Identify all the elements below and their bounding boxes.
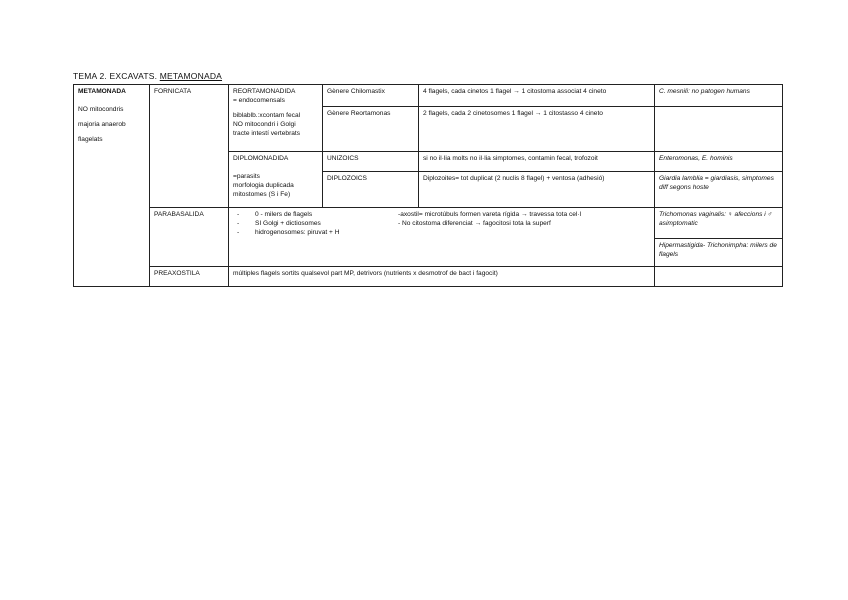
unizoics-note-cell	[655, 152, 783, 172]
diplozoics-note: Giardia lamblia = giardiasis, simptomes diff segons hoste	[659, 175, 774, 191]
metamonada-line: NO mitocondris	[78, 105, 124, 113]
retortamonadida-line: biblablb.:xcontam fecal	[233, 111, 301, 119]
parabasalida-features	[233, 211, 650, 245]
chilomastix-desc: 4 flagels, cada cinetos 1 flagel → 1 citostoma associat 4 cineto	[423, 88, 607, 95]
diplozoics-desc: Diplozoites= tot duplicat (2 nuclis 8 flagel) + ventosa (adhesió)	[423, 175, 605, 182]
metamonada-name: METAMONADA	[78, 88, 126, 95]
table-row	[74, 267, 783, 287]
list-item: - SI Golgi + dictiosomes	[237, 219, 321, 227]
unizoics-desc-cell	[419, 152, 655, 172]
diplozoics: DIPLOZOICS	[327, 175, 367, 182]
title-underlined: METAMONADA	[159, 71, 223, 81]
retortamonas-note-cell	[655, 107, 783, 152]
list-item: -axostil= microtúbuls formen vareta rígida → travessa tota cel·l	[398, 211, 582, 218]
document-title	[73, 71, 222, 81]
diplomonadida-line: morfologia duplicada	[233, 181, 294, 189]
list-item: - hidrogenosomes: piruvat + H	[237, 228, 340, 236]
metamonada-cell	[74, 85, 150, 287]
retortamonadida-line: = endocomensals	[233, 96, 285, 104]
parabasalida-right-list	[398, 211, 581, 229]
unizoics-desc: si no il·lia molts no il·lia simptomes, contamin fecal, trofozoit	[423, 155, 598, 162]
unizoics: UNIZOICS	[327, 155, 359, 162]
hipermastigida-note: Hipermastigida- Trichonimpha: milers de flagels	[659, 242, 777, 258]
diplomonadida-line: mitostomes (S i Fe)	[233, 190, 291, 198]
list-item: - No citostoma diferenciat → fagocitosi tota la superf	[398, 219, 551, 227]
parabasalida-left-list	[237, 211, 340, 238]
unizoics-cell	[323, 152, 419, 172]
preaxostila-desc-cell	[229, 267, 655, 287]
fornicata-cell	[150, 85, 229, 208]
list-item: - 0 - milers de flagels	[237, 211, 313, 218]
diplomonadida-name: DIPLOMONADIDA	[233, 155, 289, 162]
metamonada-line: majoria anaerob	[78, 120, 126, 128]
diplozoics-desc-cell	[419, 172, 655, 208]
preaxostila-desc: múltiples flagels sortits qualsevol part MP, detrivors (nutrients x desmotrof de bact i fagocit)	[233, 270, 498, 277]
diplozoics-note-cell	[655, 172, 783, 208]
preaxostila-cell	[150, 267, 229, 287]
retortamonas-desc-cell	[419, 107, 655, 152]
table-row	[74, 208, 783, 239]
list-item-text: SI Golgi + dictiosomes	[255, 219, 321, 227]
list-item-text: 0 - milers de flagels	[255, 211, 313, 218]
parabasalida-cell	[150, 208, 229, 267]
unizoics-note: Enteromonas, E. hominis	[659, 155, 733, 162]
genere-chilomastix-cell	[323, 85, 419, 107]
classification-table	[73, 84, 783, 287]
fornicata-name: FORNICATA	[154, 88, 192, 95]
retortamonadida-cell	[229, 85, 323, 152]
retortamonadida-line: NO mitocondri i Golgi	[233, 120, 296, 128]
genere-retortamonas: Gènere Reortamonas	[327, 110, 391, 117]
chilomastix-desc-cell	[419, 85, 655, 107]
parabasalida-desc-cell	[229, 208, 655, 267]
hipermastigida-note-cell	[655, 239, 783, 267]
diplozoics-cell	[323, 172, 419, 208]
diplomonadida-line: =parasits	[233, 172, 260, 180]
title-prefix: TEMA 2. EXCAVATS.	[73, 71, 160, 81]
trichomonas-note: Trichomonas vaginalis: ♀ afeccions i ♂ asimptomatic	[659, 211, 773, 227]
genere-chilomastix: Gènere Chilomastix	[327, 88, 385, 95]
chilomastix-note-cell	[655, 85, 783, 107]
metamonada-line: flagelats	[78, 135, 103, 143]
retortamonas-desc: 2 flagels, cada 2 cinetosomes 1 flagel → 1 citostasso 4 cineto	[423, 110, 603, 117]
chilomastix-note: C. mesnili: no patogen humans	[659, 88, 750, 95]
diplomonadida-cell	[229, 152, 323, 208]
trichomonas-note-cell	[655, 208, 783, 239]
retortamonadida-name: REORTAMONADIDA	[233, 88, 296, 95]
preaxostila-note-cell	[655, 267, 783, 287]
retortamonadida-line: tracte intestí vertebrats	[233, 129, 301, 137]
genere-retortamonas-cell	[323, 107, 419, 152]
preaxostila-name: PREAXOSTILA	[154, 270, 200, 277]
table-row	[74, 85, 783, 107]
list-item-text: hidrogenosomes: piruvat + H	[255, 228, 340, 236]
parabasalida-name: PARABASALIDA	[154, 211, 204, 218]
